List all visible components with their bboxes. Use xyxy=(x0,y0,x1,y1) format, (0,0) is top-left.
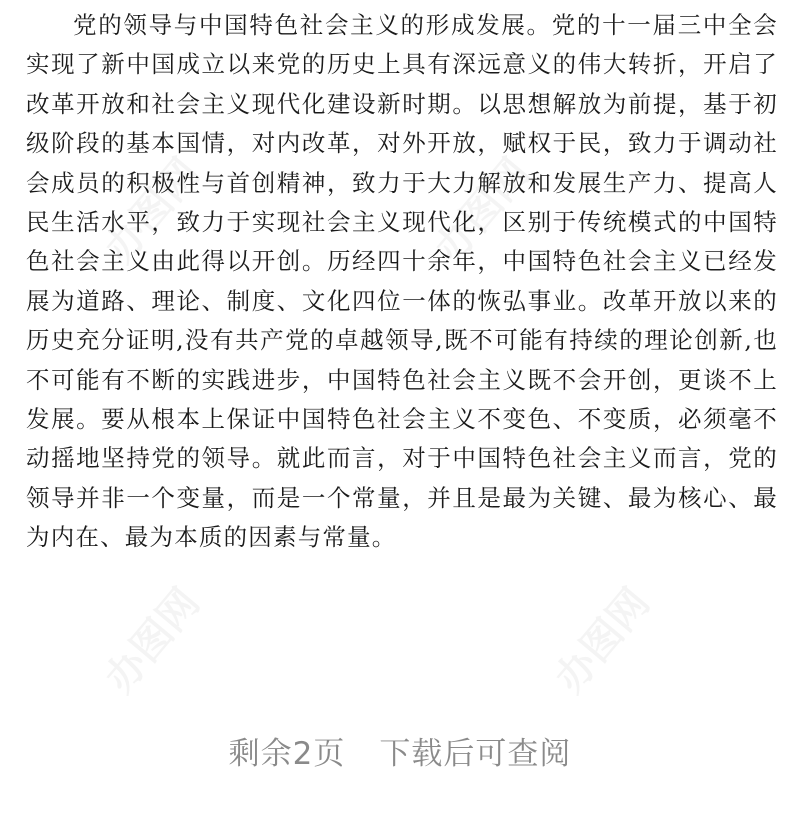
remaining-pages-bar xyxy=(0,700,800,800)
download-action-label: 下载后可查阅 xyxy=(379,735,572,772)
watermark xyxy=(540,574,661,703)
remaining-pages-label: 剩余2页 xyxy=(228,735,346,772)
download-to-view-button[interactable] xyxy=(229,728,572,773)
document-body xyxy=(26,6,778,558)
watermark xyxy=(90,574,211,703)
document-paragraph: 党的领导与中国特色社会主义的形成发展。党的十一届三中全会实现了新中国成立以来党的历史上具有深远意义的伟大转折，开启了改革开放和社会主义现代化建设新时期。以思想解放为前提，基于初级阶段的基本国情，对内改革，对外开放，赋权于民，致力于调动社会成员的积极性与首创精神，致力于大力解放和发展生产力、提高人民生活水平，致力于实现社会主义现代化，区别于传统模式的中国特色社会主义由此得以开创。历经四十余年，中国特色社会主义已经发展为道路、理论、制度、文化四位一体的恢弘事业。改革开放以来的历史充分证明,没有共产党的卓越领导,既不可能有持续的理论创新,也不可能有不断的实践进步，中国特色社会主义既不会开创，更谈不上发展。要从根本上保证中国特色社会主义不变色、不变质，必须毫不动摇地坚持党的领导。就此而言，对于中国特色社会主义而言，党的领导并非一个变量，而是一个常量，并且是最为关键、最为核心、最为内在、最为本质的因素与常量。 xyxy=(26,11,778,552)
